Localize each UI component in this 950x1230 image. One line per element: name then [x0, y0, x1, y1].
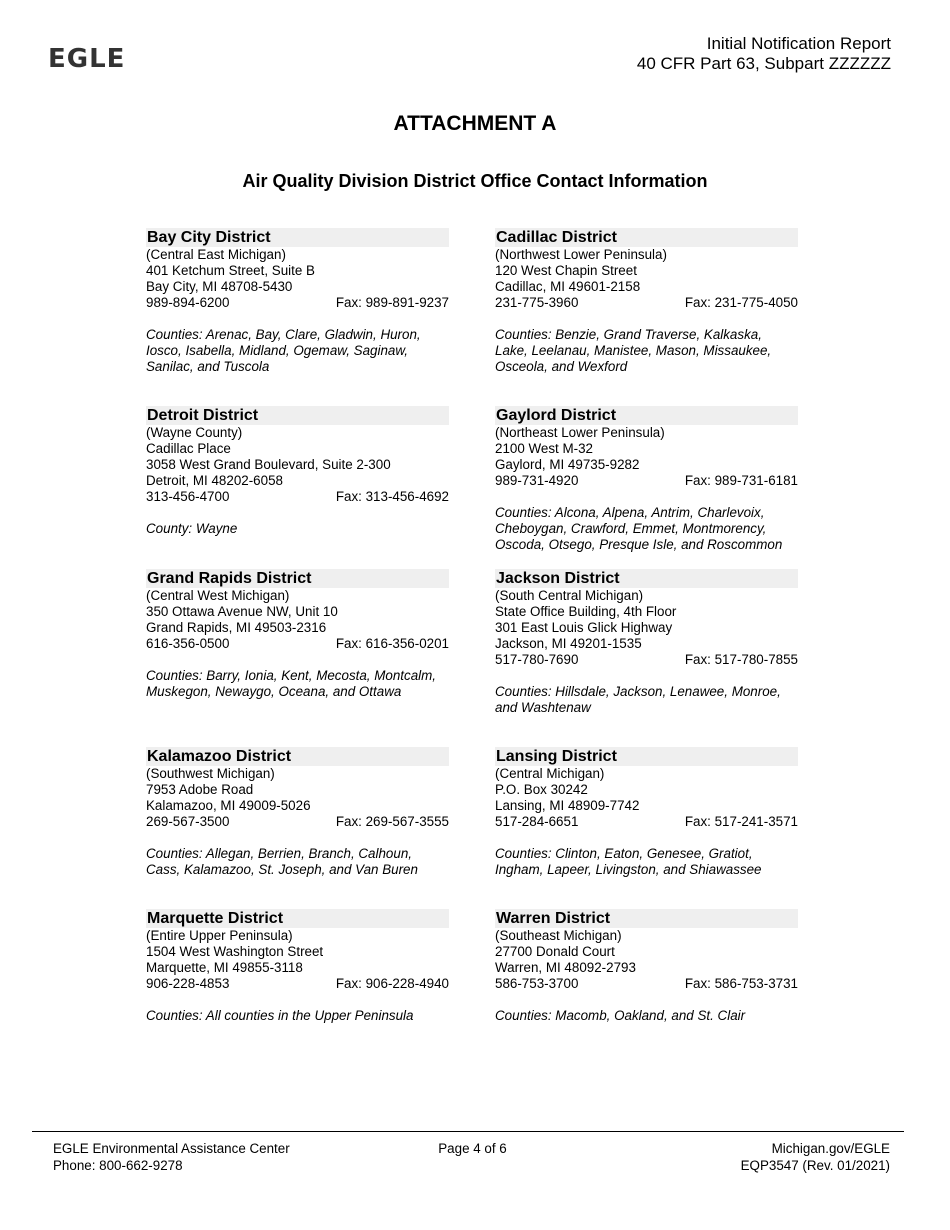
- report-subtitle: 40 CFR Part 63, Subpart ZZZZZZ: [636, 54, 891, 73]
- district-line: 301 East Louis Glick Highway: [495, 620, 673, 635]
- phone-number: 906-228-4853: [146, 976, 230, 991]
- phone-row: [146, 295, 449, 311]
- report-title: Initial Notification Report: [706, 34, 891, 53]
- district-line: 401 Ketchum Street, Suite B: [146, 263, 315, 278]
- district-cadillac: [495, 228, 798, 375]
- district-line: 3058 West Grand Boulevard, Suite 2-300: [146, 457, 391, 472]
- phone-number: 517-780-7690: [495, 652, 579, 667]
- district-line: Warren, MI 48092-2793: [495, 960, 636, 975]
- footer-phone: Phone: 800-662-9278: [53, 1158, 183, 1173]
- fax-number: Fax: 313-456-4692: [335, 489, 449, 504]
- phone-number: 616-356-0500: [146, 636, 230, 651]
- district-line: 7953 Adobe Road: [146, 782, 254, 797]
- district-line: P.O. Box 30242: [495, 782, 588, 797]
- district-line: (Northeast Lower Peninsula): [495, 425, 665, 440]
- district-grand-rapids: [146, 569, 449, 700]
- phone-number: 586-753-3700: [495, 976, 579, 991]
- district-marquette: [146, 909, 449, 1024]
- page-subtitle: Air Quality Division District Office Contact Information: [242, 171, 708, 191]
- district-line: 2100 West M-32: [495, 441, 593, 456]
- counties-list: Counties: Arenac, Bay, Clare, Gladwin, Huron, Iosco, Isabella, Midland, Ogemaw, Saginaw, Sanilac, and Tuscola: [146, 327, 421, 374]
- phone-number: 989-731-4920: [495, 473, 579, 488]
- district-line: Gaylord, MI 49735-9282: [495, 457, 640, 472]
- phone-row: [495, 814, 798, 830]
- district-line: Detroit, MI 48202-6058: [146, 473, 283, 488]
- footer-center-name: EGLE Environmental Assistance Center: [53, 1141, 290, 1156]
- district-line: Grand Rapids, MI 49503-2316: [146, 620, 327, 635]
- district-name: Lansing District: [495, 747, 798, 766]
- district-line: (South Central Michigan): [495, 588, 644, 603]
- counties-list: County: Wayne: [146, 521, 238, 536]
- district-name: Bay City District: [146, 228, 449, 247]
- phone-number: 231-775-3960: [495, 295, 579, 310]
- district-line: Cadillac, MI 49601-2158: [495, 279, 641, 294]
- fax-number: Fax: 586-753-3731: [684, 976, 798, 991]
- footer-divider: [32, 1131, 904, 1132]
- district-line: (Entire Upper Peninsula): [146, 928, 293, 943]
- counties-list: Counties: All counties in the Upper Peninsula: [146, 1008, 414, 1023]
- district-name: Warren District: [495, 909, 798, 928]
- district-line: (Central East Michigan): [146, 247, 286, 262]
- district-lansing: [495, 747, 798, 878]
- district-line: Kalamazoo, MI 49009-5026: [146, 798, 311, 813]
- phone-row: [146, 814, 449, 830]
- phone-row: [495, 652, 798, 668]
- district-line: (Wayne County): [146, 425, 243, 440]
- counties-list: Counties: Benzie, Grand Traverse, Kalkaska, Lake, Leelanau, Manistee, Mason, Missaukee, Osceola, and Wexford: [495, 327, 772, 374]
- district-name: Kalamazoo District: [146, 747, 449, 766]
- footer-website: Michigan.gov/EGLE: [771, 1141, 890, 1156]
- district-line: 350 Ottawa Avenue NW, Unit 10: [146, 604, 338, 619]
- phone-number: 517-284-6651: [495, 814, 579, 829]
- fax-number: Fax: 517-241-3571: [684, 814, 798, 829]
- fax-number: Fax: 517-780-7855: [684, 652, 798, 667]
- counties-list: Counties: Clinton, Eaton, Genesee, Gratiot, Ingham, Lapeer, Livingston, and Shiawassee: [495, 846, 762, 877]
- page-number: Page 4 of 6: [438, 1141, 507, 1156]
- district-name: Marquette District: [146, 909, 449, 928]
- report-header: [637, 34, 891, 74]
- district-line: (Southwest Michigan): [146, 766, 275, 781]
- fax-number: Fax: 906-228-4940: [335, 976, 449, 991]
- phone-row: [146, 976, 449, 992]
- district-line: Lansing, MI 48909-7742: [495, 798, 640, 813]
- counties-list: Counties: Alcona, Alpena, Antrim, Charlevoix, Cheboygan, Crawford, Emmet, Montmorency, Oscoda, Otsego, Presque Isle, and Roscommon: [495, 505, 783, 552]
- fax-number: Fax: 989-731-6181: [684, 473, 798, 488]
- fax-number: Fax: 231-775-4050: [684, 295, 798, 310]
- phone-row: [146, 636, 449, 652]
- district-line: Bay City, MI 48708-5430: [146, 279, 293, 294]
- district-name: Grand Rapids District: [146, 569, 449, 588]
- counties-list: Counties: Allegan, Berrien, Branch, Calhoun, Cass, Kalamazoo, St. Joseph, and Van Buren: [146, 846, 418, 877]
- fax-number: Fax: 269-567-3555: [335, 814, 449, 829]
- district-line: 120 West Chapin Street: [495, 263, 637, 278]
- counties-list: Counties: Hillsdale, Jackson, Lenawee, Monroe, and Washtenaw: [495, 684, 781, 715]
- phone-number: 269-567-3500: [146, 814, 230, 829]
- counties-list: Counties: Macomb, Oakland, and St. Clair: [495, 1008, 746, 1023]
- district-name: Cadillac District: [495, 228, 798, 247]
- district-line: Marquette, MI 49855-3118: [146, 960, 303, 975]
- district-line: (Central Michigan): [495, 766, 605, 781]
- phone-row: [495, 976, 798, 992]
- egle-logo: EGLE: [48, 44, 126, 74]
- district-name: Detroit District: [146, 406, 449, 425]
- district-jackson: [495, 569, 798, 716]
- district-line: State Office Building, 4th Floor: [495, 604, 677, 619]
- district-detroit: [146, 406, 449, 537]
- footer-form-number: EQP3547 (Rev. 01/2021): [740, 1158, 890, 1173]
- district-name: Gaylord District: [495, 406, 798, 425]
- district-warren: [495, 909, 798, 1024]
- counties-list: Counties: Barry, Ionia, Kent, Mecosta, Montcalm, Muskegon, Newaygo, Oceana, and Ottawa: [146, 668, 437, 699]
- phone-row: [146, 489, 449, 505]
- district-line: 27700 Donald Court: [495, 944, 615, 959]
- district-bay-city: [146, 228, 449, 375]
- fax-number: Fax: 616-356-0201: [335, 636, 449, 651]
- district-line: 1504 West Washington Street: [146, 944, 324, 959]
- page-title: ATTACHMENT A: [393, 112, 557, 135]
- district-line: Jackson, MI 49201-1535: [495, 636, 642, 651]
- phone-number: 313-456-4700: [146, 489, 230, 504]
- district-gaylord: [495, 406, 798, 553]
- footer-form-info: [741, 1140, 890, 1174]
- phone-number: 989-894-6200: [146, 295, 230, 310]
- district-line: Cadillac Place: [146, 441, 231, 456]
- fax-number: Fax: 989-891-9237: [335, 295, 449, 310]
- district-kalamazoo: [146, 747, 449, 878]
- district-line: (Northwest Lower Peninsula): [495, 247, 667, 262]
- district-line: (Central West Michigan): [146, 588, 290, 603]
- phone-row: [495, 473, 798, 489]
- district-line: (Southeast Michigan): [495, 928, 622, 943]
- district-name: Jackson District: [495, 569, 798, 588]
- phone-row: [495, 295, 798, 311]
